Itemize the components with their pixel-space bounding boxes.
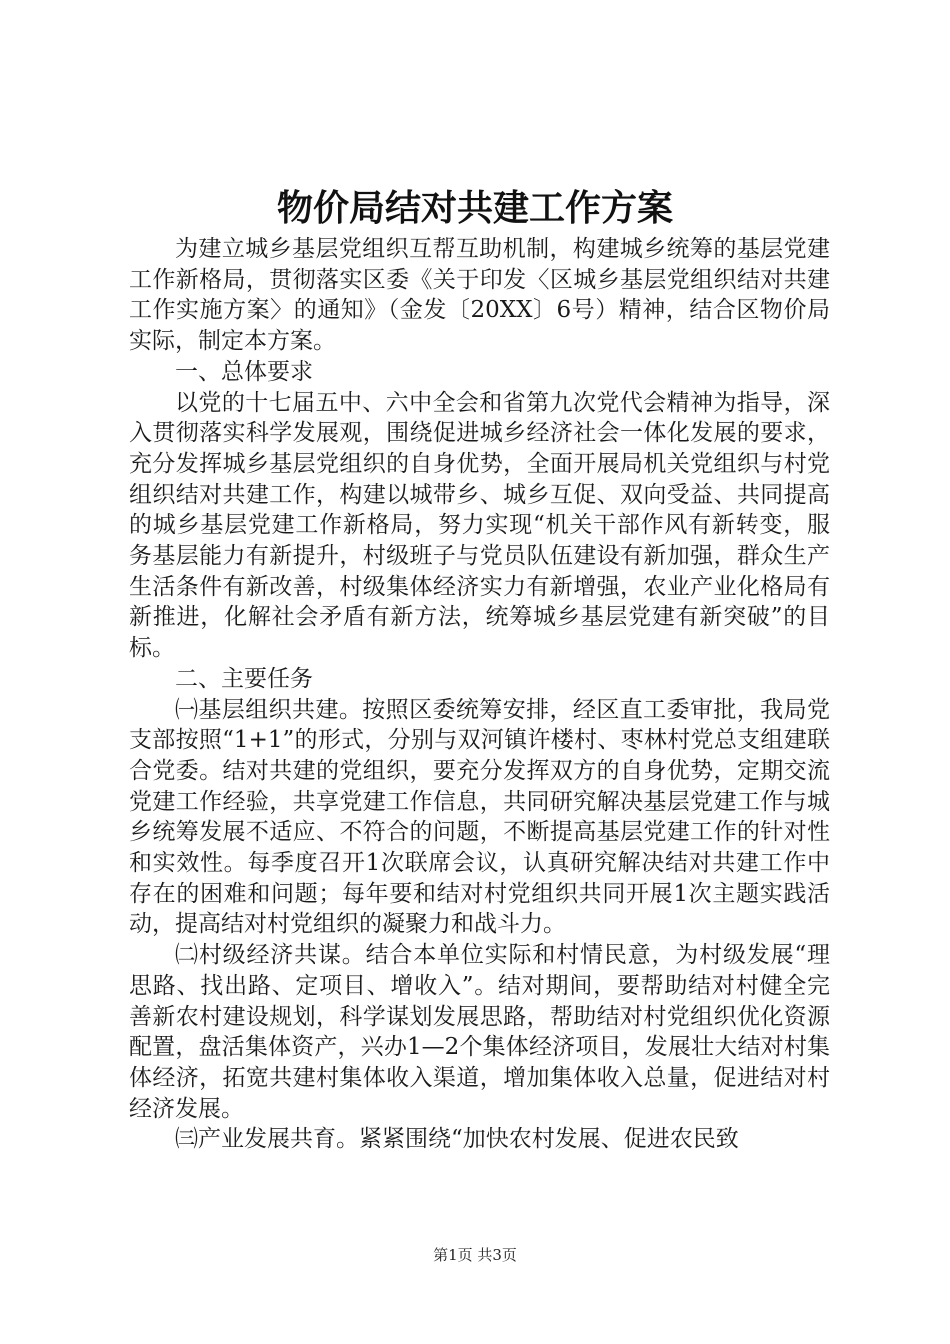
paragraph-task-2: ㈡村级经济共谋。结合本单位实际和村情民意，为村级发展“理思路、找出路、定项目、增收入”。结对期间，要帮助结对村健全完善新农村建设规划，科学谋划发展思路，帮助结对村党组织优化资源配置，盘活集体资产，兴办1—2个集体经济项目，发展壮大结对村集体经济，拓宽共建村集体收入渠道，增加集体收入总量，促进结对村经济发展。 — [129, 942, 830, 1122]
paragraph-task-3: ㈢产业发展共育。紧紧围绕“加快农村发展、促进农民致 — [175, 1126, 739, 1153]
page-number-footer: 第1页 共3页 — [433, 1246, 517, 1264]
paragraph-task-1: ㈠基层组织共建。按照区委统筹安排，经区直工委审批，我局党支部按照“1+1”的形式，分别与双河镇许楼村、枣林村党总支组建联合党委。结对共建的党组织，要充分发挥双方的自身优势，定期交流党建工作经验，共享党建工作信息，共同研究解决基层党建工作与城乡统筹发展不适应、不符合的问题，不断提高基层党建工作的针对性和实效性。每季度召开1次联席会议，认真研究解决结对共建工作中存在的困难和问题；每年要和结对村党组织共同开展1次主题实践活动，提高结对村党组织的凝聚力和战斗力。 — [129, 696, 830, 938]
paragraph-general-requirements: 以党的十七届五中、六中全会和省第九次党代会精神为指导，深入贯彻落实科学发展观，围绕促进城乡经济社会一体化发展的要求，充分发挥城乡基层党组织的自身优势，全面开展局机关党组织与村党组织结对共建工作，构建以城带乡、城乡互促、双向受益、共同提高的城乡基层党建工作新格局，努力实现“机关干部作风有新转变，服务基层能力有新提升，村级班子与党员队伍建设有新加强，群众生产生活条件有新改善，村级集体经济实力有新增强，农业产业化格局有新推进，化解社会矛盾有新方法，统筹城乡基层党建有新突破”的目标。 — [129, 389, 830, 662]
section-heading-1: 一、总体要求 — [175, 358, 313, 385]
document-title: 物价局结对共建工作方案 — [276, 187, 673, 229]
document-body — [129, 234, 830, 1155]
section-heading-2: 二、主要任务 — [175, 665, 313, 692]
paragraph-intro: 为建立城乡基层党组织互帮互助机制，构建城乡统筹的基层党建工作新格局，贯彻落实区委《关于印发〈区城乡基层党组织结对共建工作实施方案〉的通知》（金发〔20XX〕6号）精神，结合区物价局实际，制定本方案。 — [129, 236, 830, 355]
